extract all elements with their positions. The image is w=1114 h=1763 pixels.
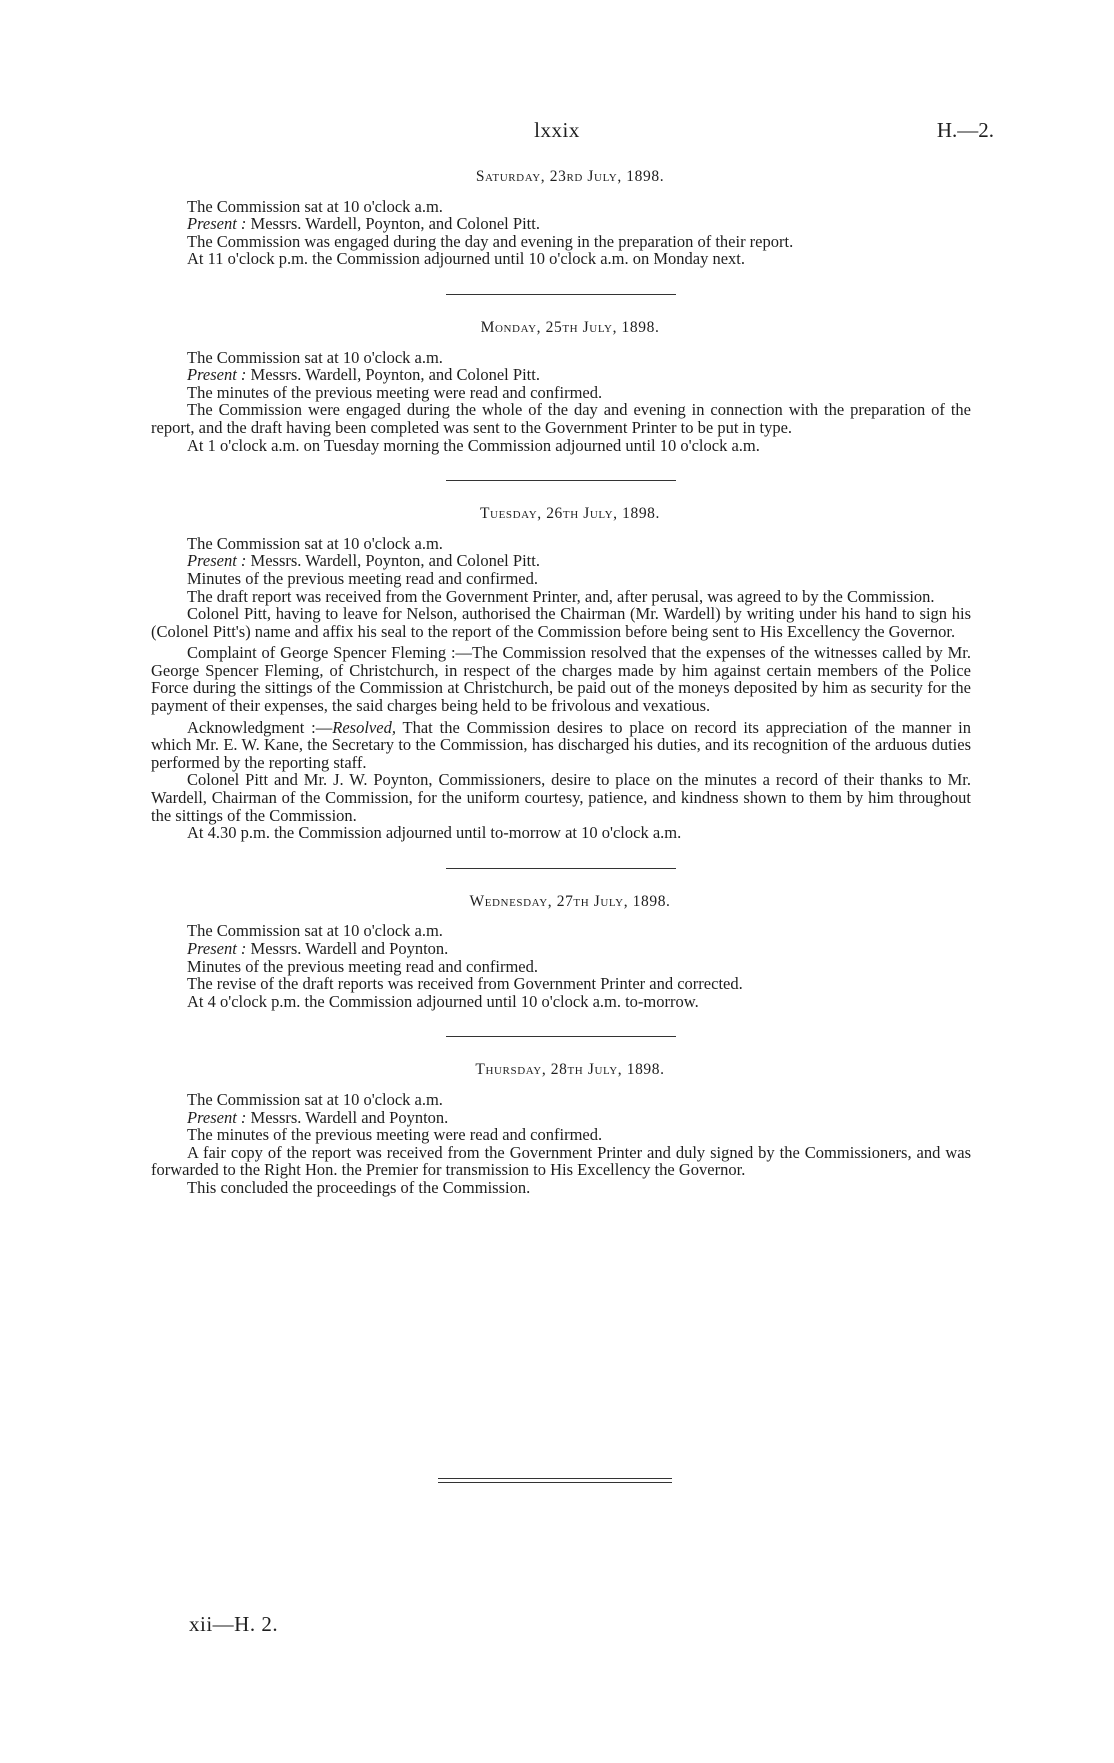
paragraph-italic-label: Present : bbox=[187, 214, 247, 234]
paragraph-text: The Commission sat at 10 o'clock a.m. bbox=[187, 347, 443, 367]
paragraph-text: The Commission sat at 10 o'clock a.m. bbox=[187, 533, 443, 553]
paragraph-text: That the Commission desires to place on record its appreciation of the manner in which Mr. E. W. Kane, the Secretary to the Commission, has discharged his duties, and its recognition of the arduous duties performed by the reporting staff. bbox=[151, 717, 972, 772]
minutes-paragraph bbox=[151, 1109, 971, 1127]
minutes-paragraph bbox=[151, 771, 971, 824]
page-header bbox=[0, 118, 1114, 148]
paragraph-text: At 4 o'clock p.m. the Commission adjourned until 10 o'clock a.m. to-morrow. bbox=[187, 991, 699, 1011]
paragraph-text: Messrs. Wardell, Poynton, and Colonel Pitt. bbox=[246, 365, 540, 385]
paragraph-text: The Commission was engaged during the day and evening in the preparation of their report. bbox=[187, 231, 794, 251]
section-divider-rule bbox=[446, 868, 676, 869]
minutes-paragraph bbox=[151, 922, 971, 940]
signature-reference: xii—H. 2. bbox=[189, 1612, 279, 1636]
minutes-paragraph bbox=[151, 719, 971, 772]
minutes-section bbox=[151, 505, 971, 842]
paper-reference: H.—2. bbox=[936, 118, 994, 142]
minutes-paragraph bbox=[151, 940, 971, 958]
minutes-paragraph bbox=[151, 958, 971, 976]
minutes-paragraph bbox=[151, 1091, 971, 1109]
minutes-paragraph bbox=[151, 993, 971, 1011]
minutes-paragraph bbox=[151, 349, 971, 367]
minutes-paragraph bbox=[151, 535, 971, 553]
paragraph-text: The Commission were engaged during the whole of the day and evening in connection with the preparation of the report, and the draft having been completed was sent to the Government Printer to be put in type. bbox=[151, 400, 971, 437]
paragraph-text: Messrs. Wardell, Poynton, and Colonel Pitt. bbox=[246, 551, 540, 571]
minutes-paragraph bbox=[151, 975, 971, 993]
section-date-heading: Monday, 25th July, 1898. bbox=[480, 318, 660, 336]
section-divider-rule bbox=[446, 480, 676, 481]
minutes-paragraph bbox=[151, 198, 971, 216]
section-divider-rule bbox=[446, 294, 676, 295]
minutes-paragraph bbox=[151, 366, 971, 384]
minutes-paragraph bbox=[151, 250, 971, 268]
minutes-paragraph bbox=[151, 215, 971, 233]
paragraph-text: The Commission sat at 10 o'clock a.m. bbox=[187, 1089, 443, 1109]
paragraph-text: The revise of the draft reports was received from Government Printer and corrected. bbox=[187, 974, 743, 994]
paragraph-text: The draft report was received from the Government Printer, and, after perusal, was agreed to by the Commission. bbox=[187, 586, 935, 606]
paragraph-text: At 4.30 p.m. the Commission adjourned until to-morrow at 10 o'clock a.m. bbox=[187, 823, 682, 843]
minutes-paragraph bbox=[151, 588, 971, 606]
paragraph-text: At 1 o'clock a.m. on Tuesday morning the Commission adjourned until 10 o'clock a.m. bbox=[187, 435, 760, 455]
minutes-paragraph bbox=[151, 552, 971, 570]
paragraph-text: Messrs. Wardell, Poynton, and Colonel Pitt. bbox=[246, 214, 540, 234]
closing-double-rule bbox=[438, 1478, 672, 1486]
minutes-paragraph bbox=[151, 644, 971, 714]
paragraph-text: A fair copy of the report was received from the Government Printer and duly signed by the Commissioners, and was forwarded to the Right Hon. the Premier for transmission to His Excellency the Governor. bbox=[151, 1142, 971, 1180]
paragraph-text: Minutes of the previous meeting read and confirmed. bbox=[187, 568, 538, 588]
paragraph-text: Minutes of the previous meeting read and confirmed. bbox=[187, 956, 538, 976]
page-number: lxxix bbox=[534, 118, 580, 142]
minutes-paragraph bbox=[151, 824, 971, 842]
paragraph-text: Colonel Pitt, having to leave for Nelson, authorised the Chairman (Mr. Wardell) by writing under his hand to sign his (Colonel Pitt's) name and affix his seal to the report of the Commission before being sent to His Excellency the Governor. bbox=[151, 604, 971, 641]
section-date-heading: Thursday, 28th July, 1898. bbox=[475, 1061, 665, 1079]
section-date-heading: Saturday, 23rd July, 1898. bbox=[475, 168, 665, 185]
minutes-paragraph bbox=[151, 384, 971, 402]
paragraph-text: The minutes of the previous meeting were read and confirmed. bbox=[187, 1125, 603, 1145]
paragraph-text: Complaint of George Spencer Fleming :—The Commission resolved that the expenses of the witnesses called by Mr. George Spencer Fleming, of Christchurch, in respect of the charges made by him against certain members of the Police Force during the sittings of the Commission at Christchurch, be paid out of the moneys deposited by him as security for the payment of their expenses, the said charges being held to be frivolous and vexatious. bbox=[151, 643, 971, 716]
minutes-paragraph bbox=[151, 1126, 971, 1144]
minutes-paragraph bbox=[151, 401, 971, 436]
paragraph-text: The minutes of the previous meeting were read and confirmed. bbox=[187, 382, 603, 402]
minutes-section bbox=[151, 893, 971, 1011]
section-date-heading: Wednesday, 27th July, 1898. bbox=[469, 892, 671, 910]
minutes-section bbox=[151, 168, 971, 268]
section-date-heading: Tuesday, 26th July, 1898. bbox=[479, 505, 661, 523]
minutes-section bbox=[151, 1061, 971, 1196]
paragraph-text: Colonel Pitt and Mr. J. W. Poynton, Commissioners, desire to place on the minutes a record of their thanks to Mr. Wardell, Chairman of the Commission, for the uniform courtesy, patience, and kindness shown to them by him throughout the sittings of the Commission. bbox=[151, 770, 971, 825]
minutes-paragraph bbox=[151, 605, 971, 640]
paragraph-italic-label: Present : bbox=[187, 1107, 247, 1127]
paragraph-text: Messrs. Wardell and Poynton. bbox=[246, 939, 449, 958]
paragraph-text: This concluded the proceedings of the Commission. bbox=[187, 1177, 531, 1197]
paragraph-text: The Commission sat at 10 o'clock a.m. bbox=[187, 921, 443, 941]
minutes-section bbox=[151, 319, 971, 454]
minutes-body bbox=[151, 168, 971, 1197]
paragraph-prefix: Acknowledgment :— bbox=[187, 717, 333, 737]
paragraph-italic-label: Present : bbox=[187, 551, 247, 571]
paragraph-text: At 11 o'clock p.m. the Commission adjourned until 10 o'clock a.m. on Monday next. bbox=[187, 249, 746, 269]
minutes-paragraph bbox=[151, 1144, 971, 1179]
paragraph-text: The Commission sat at 10 o'clock a.m. bbox=[187, 196, 443, 216]
paragraph-italic-label: Present : bbox=[187, 939, 247, 958]
minutes-paragraph bbox=[151, 1179, 971, 1197]
section-divider-rule bbox=[446, 1036, 676, 1037]
minutes-paragraph bbox=[151, 570, 971, 588]
minutes-paragraph bbox=[151, 437, 971, 455]
paragraph-italic-label: Resolved, bbox=[332, 717, 396, 737]
paragraph-text: Messrs. Wardell and Poynton. bbox=[246, 1107, 449, 1127]
minutes-paragraph bbox=[151, 233, 971, 251]
paragraph-italic-label: Present : bbox=[187, 365, 247, 385]
